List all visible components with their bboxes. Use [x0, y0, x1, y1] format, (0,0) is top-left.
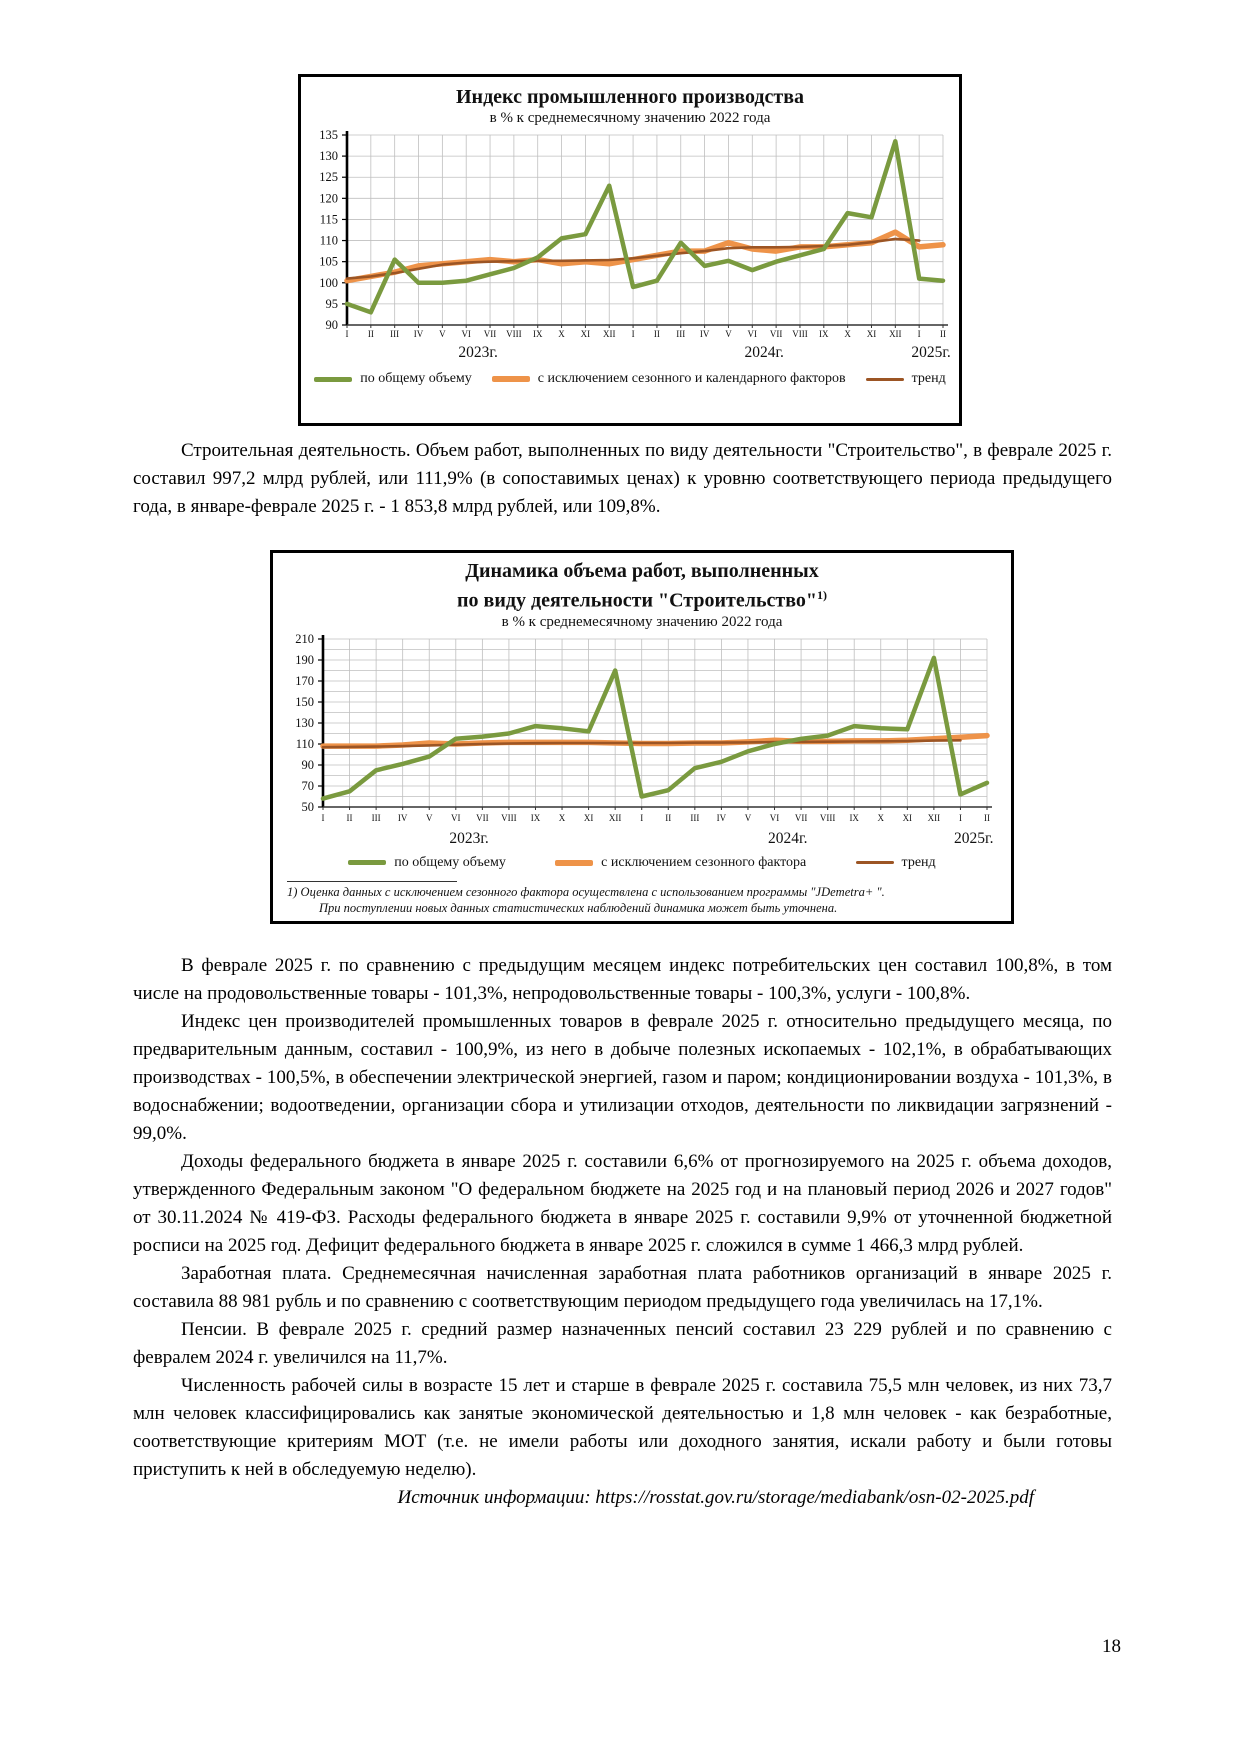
legend-label: по общему объему	[394, 854, 506, 870]
y-axis-tick-label: 135	[319, 129, 338, 142]
x-axis-tick-label: XI	[583, 812, 594, 823]
chart2-footnote-line2: При поступлении новых данных статистических наблюдений динамика может быть уточнена.	[319, 900, 838, 915]
x-axis-tick-label: VIII	[819, 812, 836, 823]
page-number: 18	[1102, 1636, 1121, 1657]
year-label: 2024г.	[744, 344, 784, 361]
y-axis-tick-label: 120	[319, 191, 338, 206]
chart1-title: Индекс промышленного производства	[455, 86, 804, 108]
x-axis-tick-label: IX	[819, 329, 829, 339]
legend-item-seasonal	[492, 371, 846, 387]
y-axis-tick-label: 170	[295, 673, 314, 688]
legend-item-trend	[866, 371, 946, 387]
legend-swatch-total	[314, 377, 352, 382]
y-axis-tick-label: 105	[319, 254, 338, 269]
chart2-footnote-line1: 1) Оценка данных с исключением сезонного фактора осуществлена с использованием программы "JDemetra+ ".	[287, 884, 885, 899]
x-axis-tick-label: V	[425, 812, 433, 823]
x-axis-tick-label: X	[558, 812, 566, 823]
x-axis-tick-label: VI	[769, 812, 780, 823]
x-axis-tick-label: II	[346, 812, 353, 823]
chart2-title-superscript: 1)	[817, 588, 827, 602]
industrial-production-chart	[298, 74, 962, 426]
legend-item-trend	[856, 855, 936, 871]
x-axis-tick-label: I	[917, 329, 921, 339]
series-line-total	[347, 141, 943, 312]
chart2-legend	[273, 855, 1011, 871]
y-axis-tick-label: 90	[301, 757, 314, 772]
legend-swatch-trend	[856, 861, 894, 864]
x-axis-tick-label: XII	[889, 329, 902, 339]
x-axis-tick-label: XII	[927, 812, 941, 823]
legend-label: с исключением сезонного и календарного факторов	[537, 371, 846, 386]
y-axis-tick-label: 90	[325, 318, 338, 332]
source-line	[133, 1484, 1112, 1512]
x-axis-tick-label: IV	[699, 329, 710, 339]
paragraph-budget: Доходы федерального бюджета в январе 2025 г. составили 6,6% от прогнозируемого на 2025 г. объема доходов, утвержденного Федеральным законом "О федеральном бюджете на 2025 год и на плановый период 2026 и 2027 годов" от 30.11.2024 № 419-ФЗ. Расходы федерального бюджета в январе 2025 г. составили 9,9% от уточненной бюджетной росписи на 2025 год. Дефицит федерального бюджета в январе 2025 г. сложился в сумме 1 466,3 млрд рублей.	[133, 1151, 1112, 1256]
x-axis-tick-label: IV	[413, 329, 424, 339]
legend-item-total	[314, 371, 472, 387]
x-axis-tick-label: II	[665, 812, 672, 823]
x-axis-tick-label: I	[640, 812, 644, 823]
x-axis-tick-label: V	[439, 329, 446, 339]
x-axis-tick-label: VII	[476, 812, 489, 823]
chart1-subtitle: в % к среднемесячному значению 2022 года	[489, 110, 771, 126]
x-axis-tick-label: II	[653, 329, 660, 339]
legend-label: тренд	[911, 371, 946, 386]
footnote-separator	[287, 881, 457, 882]
y-axis-tick-label: 130	[319, 149, 338, 164]
x-axis-tick-label: IX	[849, 812, 859, 823]
year-label: 2025г.	[911, 344, 951, 361]
legend-swatch-trend	[866, 378, 904, 381]
chart2-subtitle: в % к среднемесячному значению 2022 года	[501, 613, 783, 630]
legend-label: тренд	[901, 854, 936, 870]
main-text-block	[133, 952, 1112, 1512]
y-axis-tick-label: 110	[295, 736, 314, 751]
legend-item-seasonal	[555, 855, 806, 871]
x-axis-tick-label: III	[390, 329, 400, 339]
x-axis-tick-label: VI	[461, 329, 471, 339]
legend-label: по общему объему	[360, 371, 472, 386]
legend-swatch-seasonal	[492, 376, 530, 382]
year-label: 2023г.	[458, 344, 498, 361]
x-axis-tick-label: XI	[866, 329, 877, 339]
paragraph-cpi: В феврале 2025 г. по сравнению с предыдущим месяцем индекс потребительских цен составил 100,8%, в том числе на продовольственные товары - 101,3%, непродовольственные товары - 100,3%, услуги - 100,8%.	[133, 955, 1112, 1004]
chart2-title-line2	[273, 583, 1011, 613]
source-label: Источник информации:	[397, 1487, 596, 1508]
chart1-legend	[301, 371, 959, 387]
x-axis-tick-label: I	[958, 812, 962, 823]
x-axis-tick-label: III	[690, 812, 700, 823]
x-axis-tick-label: VI	[451, 812, 461, 823]
y-axis-tick-label: 70	[301, 778, 314, 793]
year-label: 2023г.	[449, 829, 489, 847]
chart2-title-line2-text: по виду деятельности "Строительство"	[457, 589, 817, 612]
y-axis-tick-label: 190	[295, 652, 314, 667]
x-axis-tick-label: II	[367, 329, 374, 339]
x-axis-tick-label: XI	[902, 812, 913, 823]
y-axis-tick-label: 130	[295, 715, 314, 730]
x-axis-tick-label: XI	[580, 329, 591, 339]
year-label: 2025г.	[953, 829, 994, 847]
x-axis-tick-label: VII	[769, 329, 783, 339]
series-line-total	[323, 658, 987, 799]
paragraph-wages: Заработная плата. Среднемесячная начисленная заработная плата работников организаций в январе 2025 г. составила 88 981 рубль и по сравнению с соответствующим периодом предыдущего года увеличилась на 17,1%.	[133, 1263, 1112, 1312]
y-axis-tick-label: 110	[319, 233, 338, 248]
x-axis-tick-label: X	[558, 329, 565, 339]
legend-item-total	[348, 855, 506, 871]
x-axis-tick-label: VIII	[792, 329, 808, 339]
chart1-canvas	[301, 129, 961, 365]
paragraph-construction: Строительная деятельность. Объем работ, выполненных по виду деятельности "Строительство", в феврале 2025 г. составил 997,2 млрд рублей, или 111,9% (в сопоставимых ценах) к уровню соответствующего периода предыдущего года, в январе-феврале 2025 г. - 1 853,8 млрд рублей, или 109,8%.	[133, 440, 1112, 517]
x-axis-tick-label: X	[877, 812, 885, 823]
paragraph-ppi: Индекс цен производителей промышленных товаров в феврале 2025 г. относительно предыдущего месяца, по предварительным данным, составил - 100,9%, из него в добыче полезных ископаемых - 102,1%, в обрабатывающих производствах - 100,5%, в обеспечении электрической энергией, газом и паром; кондиционировании воздуха - 101,3%, в водоснабжении; водоотведении, организации сбора и утилизации отходов, деятельности по ликвидации загрязнений - 99,0%.	[133, 1011, 1112, 1144]
x-axis-tick-label: IX	[532, 329, 543, 339]
x-axis-tick-label: I	[321, 812, 325, 823]
y-axis-tick-label: 210	[295, 632, 314, 646]
legend-swatch-seasonal	[555, 860, 593, 866]
x-axis-tick-label: III	[371, 812, 381, 823]
legend-label: с исключением сезонного фактора	[601, 854, 807, 870]
x-axis-tick-label: II	[984, 812, 990, 823]
source-url-link[interactable]: https://rosstat.gov.ru/storage/mediabank/osn-02-2025.pdf	[595, 1487, 1034, 1508]
year-label: 2024г.	[768, 829, 808, 847]
y-axis-tick-label: 95	[325, 296, 338, 311]
x-axis-tick-label: II	[940, 329, 946, 339]
x-axis-tick-label: V	[725, 329, 732, 339]
x-axis-tick-label: VI	[747, 329, 758, 339]
y-axis-tick-label: 100	[319, 275, 338, 290]
paragraph-labor-force: Численность рабочей силы в возрасте 15 лет и старше в феврале 2025 г. составила 75,5 млн человек, из них 73,7 млн человек классифицировались как занятые экономической деятельностью и 1,8 млн человек - как безработные, соответствующие критериям МОТ (т.е. не имели работы или доходного занятия, искали работу и были готовы приступить к ней в обследуемую неделю).	[133, 1375, 1112, 1480]
x-axis-tick-label: I	[345, 329, 349, 339]
x-axis-tick-label: X	[844, 329, 851, 339]
x-axis-tick-label: I	[631, 329, 635, 339]
y-axis-tick-label: 125	[319, 170, 338, 185]
y-axis-tick-label: 150	[295, 694, 314, 709]
x-axis-tick-label: III	[676, 329, 686, 339]
y-axis-tick-label: 50	[301, 799, 314, 814]
x-axis-tick-label: V	[744, 812, 752, 823]
x-axis-tick-label: VIII	[506, 329, 522, 339]
x-axis-tick-label: XII	[608, 812, 622, 823]
construction-works-chart	[270, 550, 1014, 924]
x-axis-tick-label: IV	[397, 812, 408, 823]
x-axis-tick-label: IV	[716, 812, 727, 823]
x-axis-tick-label: XII	[602, 329, 616, 339]
paragraph-pensions: Пенсии. В феврале 2025 г. средний размер назначенных пенсий составил 23 229 рублей и по сравнению с февралем 2024 г. увеличился на 11,7%.	[133, 1319, 1112, 1368]
chart2-title-line1: Динамика объема работ, выполненных	[465, 560, 819, 582]
x-axis-tick-label: VIII	[501, 812, 517, 823]
chart2-canvas	[273, 633, 1013, 849]
construction-paragraph-block	[133, 437, 1112, 521]
y-axis-tick-label: 115	[319, 212, 338, 227]
x-axis-tick-label: VII	[483, 329, 497, 339]
x-axis-tick-label: VII	[794, 812, 808, 823]
x-axis-tick-label: IX	[530, 812, 541, 823]
legend-swatch-total	[348, 860, 386, 865]
